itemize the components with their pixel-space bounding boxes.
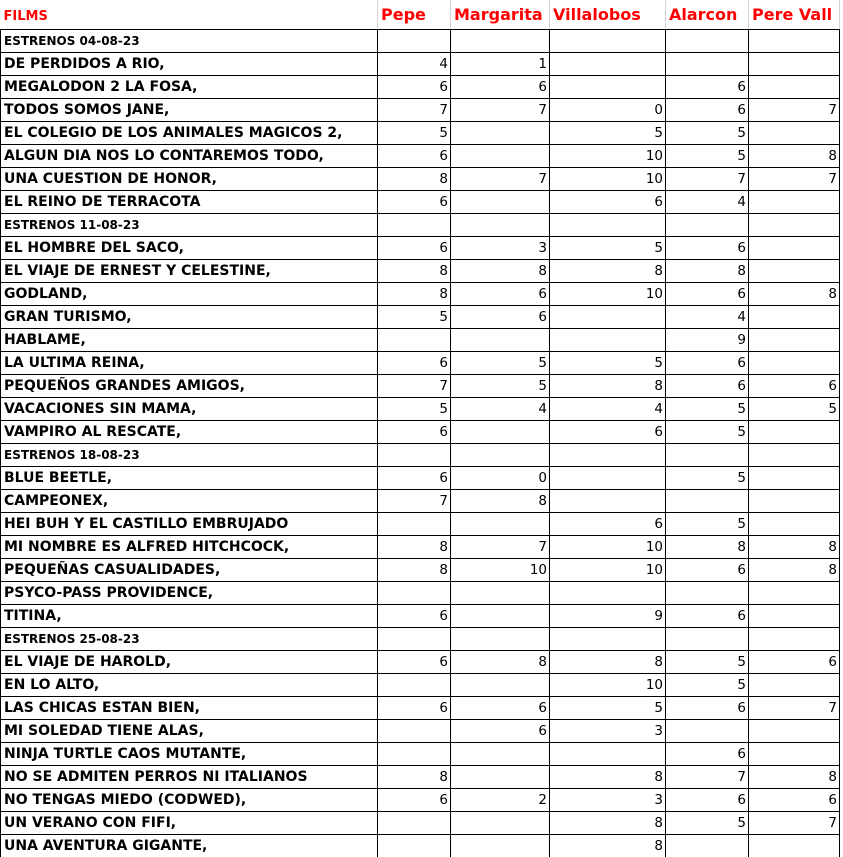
film-title-cell[interactable]: NO SE ADMITEN PERROS NI ITALIANOS	[1, 766, 378, 789]
score-cell-pepe[interactable]: 6	[378, 145, 451, 168]
score-cell-pere-vall[interactable]	[749, 191, 840, 214]
score-cell-villalobos[interactable]: 8	[550, 260, 666, 283]
score-cell-alarcon[interactable]: 6	[666, 99, 749, 122]
score-cell-pere-vall[interactable]	[749, 53, 840, 76]
section-row	[1, 30, 840, 53]
score-cell-pepe[interactable]	[378, 513, 451, 536]
score-cell-alarcon[interactable]: 4	[666, 306, 749, 329]
score-cell-pepe[interactable]: 6	[378, 237, 451, 260]
film-title-cell[interactable]: VACACIONES SIN MAMA,	[1, 398, 378, 421]
score-cell-pere-vall[interactable]: 7	[749, 812, 840, 835]
score-cell-alarcon[interactable]: 6	[666, 352, 749, 375]
score-cell-alarcon[interactable]: 7	[666, 168, 749, 191]
film-title-cell[interactable]: EL REINO DE TERRACOTA	[1, 191, 378, 214]
score-cell-villalobos[interactable]: 10	[550, 283, 666, 306]
score-cell-villalobos[interactable]	[550, 467, 666, 490]
score-cell-alarcon[interactable]: 6	[666, 605, 749, 628]
score-cell-margarita[interactable]: 2	[451, 789, 550, 812]
film-title-cell[interactable]: VAMPIRO AL RESCATE,	[1, 421, 378, 444]
table-row	[1, 720, 840, 743]
score-cell-pepe[interactable]: 6	[378, 789, 451, 812]
score-cell-villalobos[interactable]	[550, 743, 666, 766]
film-title-cell[interactable]: GODLAND,	[1, 283, 378, 306]
score-cell-villalobos[interactable]: 0	[550, 99, 666, 122]
score-cell-villalobos[interactable]: 10	[550, 559, 666, 582]
score-cell-margarita[interactable]	[451, 444, 550, 467]
score-cell-margarita[interactable]	[451, 628, 550, 651]
film-title-cell[interactable]: LAS CHICAS ESTAN BIEN,	[1, 697, 378, 720]
section-title-cell[interactable]: ESTRENOS 11-08-23	[1, 214, 378, 237]
table-row	[1, 375, 840, 398]
score-cell-margarita[interactable]: 6	[451, 697, 550, 720]
score-cell-villalobos[interactable]: 10	[550, 536, 666, 559]
table-row	[1, 513, 840, 536]
section-row	[1, 444, 840, 467]
film-title-cell[interactable]: UNA CUESTION DE HONOR,	[1, 168, 378, 191]
score-cell-pepe[interactable]	[378, 582, 451, 605]
score-cell-alarcon[interactable]: 8	[666, 260, 749, 283]
film-title-cell[interactable]: EL COLEGIO DE LOS ANIMALES MAGICOS 2,	[1, 122, 378, 145]
film-title-cell[interactable]: NINJA TURTLE CAOS MUTANTE,	[1, 743, 378, 766]
score-cell-pere-vall[interactable]: 6	[749, 789, 840, 812]
score-cell-pepe[interactable]: 8	[378, 168, 451, 191]
table-row	[1, 605, 840, 628]
score-cell-pepe[interactable]: 6	[378, 352, 451, 375]
score-cell-margarita[interactable]	[451, 812, 550, 835]
score-cell-villalobos[interactable]: 5	[550, 237, 666, 260]
score-cell-alarcon[interactable]	[666, 214, 749, 237]
table-row	[1, 467, 840, 490]
score-cell-pere-vall[interactable]	[749, 306, 840, 329]
film-title-cell[interactable]: ALGUN DIA NOS LO CONTAREMOS TODO,	[1, 145, 378, 168]
score-cell-alarcon[interactable]: 4	[666, 191, 749, 214]
score-cell-margarita[interactable]	[451, 421, 550, 444]
score-cell-alarcon[interactable]: 5	[666, 513, 749, 536]
score-cell-pepe[interactable]: 7	[378, 99, 451, 122]
score-cell-margarita[interactable]: 4	[451, 398, 550, 421]
header-row	[1, 0, 840, 30]
score-cell-villalobos[interactable]: 4	[550, 398, 666, 421]
score-cell-margarita[interactable]	[451, 674, 550, 697]
score-cell-villalobos[interactable]: 6	[550, 513, 666, 536]
film-title-cell[interactable]: PEQUEÑAS CASUALIDADES,	[1, 559, 378, 582]
score-cell-margarita[interactable]	[451, 835, 550, 857]
header-margarita[interactable]: Margarita	[451, 0, 550, 30]
score-cell-alarcon[interactable]: 5	[666, 812, 749, 835]
score-cell-margarita[interactable]: 5	[451, 352, 550, 375]
score-cell-pepe[interactable]: 8	[378, 260, 451, 283]
table-row	[1, 53, 840, 76]
table-row	[1, 398, 840, 421]
score-cell-pere-vall[interactable]: 8	[749, 283, 840, 306]
score-cell-pere-vall[interactable]: 7	[749, 168, 840, 191]
score-cell-alarcon[interactable]: 6	[666, 559, 749, 582]
score-cell-villalobos[interactable]	[550, 306, 666, 329]
score-cell-villalobos[interactable]: 8	[550, 835, 666, 857]
score-cell-villalobos[interactable]: 9	[550, 605, 666, 628]
table-row	[1, 329, 840, 352]
score-cell-margarita[interactable]: 7	[451, 99, 550, 122]
score-cell-villalobos[interactable]: 8	[550, 651, 666, 674]
score-cell-pepe[interactable]	[378, 30, 451, 53]
section-row	[1, 628, 840, 651]
score-cell-pepe[interactable]: 5	[378, 306, 451, 329]
header-films[interactable]: FILMS	[1, 0, 378, 30]
score-cell-pere-vall[interactable]	[749, 835, 840, 857]
score-cell-pere-vall[interactable]	[749, 237, 840, 260]
table-row	[1, 697, 840, 720]
score-cell-alarcon[interactable]	[666, 53, 749, 76]
table-row	[1, 99, 840, 122]
score-cell-alarcon[interactable]	[666, 444, 749, 467]
film-title-cell[interactable]: CAMPEONEX,	[1, 490, 378, 513]
score-cell-alarcon[interactable]	[666, 30, 749, 53]
score-cell-margarita[interactable]: 8	[451, 260, 550, 283]
score-cell-villalobos[interactable]	[550, 582, 666, 605]
score-cell-alarcon[interactable]: 5	[666, 122, 749, 145]
score-cell-pere-vall[interactable]: 5	[749, 398, 840, 421]
score-cell-margarita[interactable]	[451, 122, 550, 145]
score-cell-pere-vall[interactable]	[749, 30, 840, 53]
table-row	[1, 582, 840, 605]
score-cell-margarita[interactable]	[451, 766, 550, 789]
score-cell-pepe[interactable]: 8	[378, 559, 451, 582]
film-title-cell[interactable]: PSYCO-PASS PROVIDENCE,	[1, 582, 378, 605]
score-cell-margarita[interactable]	[451, 214, 550, 237]
section-title-cell[interactable]: ESTRENOS 25-08-23	[1, 628, 378, 651]
score-cell-margarita[interactable]	[451, 30, 550, 53]
score-cell-pepe[interactable]: 6	[378, 421, 451, 444]
score-cell-pepe[interactable]	[378, 628, 451, 651]
film-title-cell[interactable]: EL VIAJE DE ERNEST Y CELESTINE,	[1, 260, 378, 283]
score-cell-villalobos[interactable]: 8	[550, 766, 666, 789]
score-cell-pere-vall[interactable]	[749, 467, 840, 490]
film-title-cell[interactable]: MI SOLEDAD TIENE ALAS,	[1, 720, 378, 743]
score-cell-alarcon[interactable]	[666, 490, 749, 513]
score-cell-alarcon[interactable]	[666, 582, 749, 605]
header-pere-vall[interactable]: Pere Vall	[749, 0, 840, 30]
table-row	[1, 352, 840, 375]
score-cell-pepe[interactable]: 6	[378, 651, 451, 674]
score-cell-pepe[interactable]: 6	[378, 697, 451, 720]
score-cell-margarita[interactable]: 6	[451, 306, 550, 329]
score-cell-pere-vall[interactable]	[749, 352, 840, 375]
section-row	[1, 214, 840, 237]
header-villalobos[interactable]: Villalobos	[550, 0, 666, 30]
score-cell-pere-vall[interactable]: 7	[749, 99, 840, 122]
film-title-cell[interactable]: UN VERANO CON FIFI,	[1, 812, 378, 835]
score-cell-margarita[interactable]: 5	[451, 375, 550, 398]
score-cell-margarita[interactable]	[451, 582, 550, 605]
score-cell-villalobos[interactable]	[550, 53, 666, 76]
table-row	[1, 812, 840, 835]
score-cell-pepe[interactable]: 8	[378, 283, 451, 306]
score-cell-villalobos[interactable]: 8	[550, 812, 666, 835]
score-cell-pepe[interactable]: 8	[378, 766, 451, 789]
score-cell-alarcon[interactable]: 5	[666, 674, 749, 697]
film-title-cell[interactable]: MEGALODON 2 LA FOSA,	[1, 76, 378, 99]
score-cell-margarita[interactable]	[451, 329, 550, 352]
score-cell-alarcon[interactable]	[666, 835, 749, 857]
table-row	[1, 168, 840, 191]
film-title-cell[interactable]: TITINA,	[1, 605, 378, 628]
score-cell-villalobos[interactable]: 3	[550, 789, 666, 812]
score-cell-pere-vall[interactable]	[749, 628, 840, 651]
score-cell-pere-vall[interactable]	[749, 605, 840, 628]
score-cell-pepe[interactable]: 5	[378, 122, 451, 145]
score-cell-villalobos[interactable]: 3	[550, 720, 666, 743]
table-row	[1, 559, 840, 582]
score-cell-pere-vall[interactable]: 6	[749, 651, 840, 674]
score-cell-villalobos[interactable]	[550, 490, 666, 513]
sheet-body	[1, 30, 840, 857]
score-cell-margarita[interactable]	[451, 191, 550, 214]
table-row	[1, 536, 840, 559]
score-cell-pere-vall[interactable]	[749, 582, 840, 605]
film-title-cell[interactable]: DE PERDIDOS A RIO,	[1, 53, 378, 76]
header-pepe[interactable]: Pepe	[378, 0, 451, 30]
score-cell-villalobos[interactable]: 10	[550, 674, 666, 697]
score-cell-pepe[interactable]: 6	[378, 191, 451, 214]
score-cell-villalobos[interactable]: 5	[550, 697, 666, 720]
table-row	[1, 835, 840, 857]
film-title-cell[interactable]: NO TENGAS MIEDO (CODWED),	[1, 789, 378, 812]
score-cell-margarita[interactable]	[451, 145, 550, 168]
score-cell-alarcon[interactable]: 5	[666, 467, 749, 490]
score-cell-villalobos[interactable]: 6	[550, 191, 666, 214]
score-cell-margarita[interactable]	[451, 743, 550, 766]
table-row	[1, 651, 840, 674]
score-cell-pere-vall[interactable]: 7	[749, 697, 840, 720]
score-cell-margarita[interactable]: 0	[451, 467, 550, 490]
score-cell-margarita[interactable]: 1	[451, 53, 550, 76]
film-title-cell[interactable]: EL HOMBRE DEL SACO,	[1, 237, 378, 260]
score-cell-pepe[interactable]: 6	[378, 76, 451, 99]
film-title-cell[interactable]: EN LO ALTO,	[1, 674, 378, 697]
score-cell-villalobos[interactable]: 5	[550, 352, 666, 375]
score-cell-villalobos[interactable]: 8	[550, 375, 666, 398]
table-row	[1, 766, 840, 789]
score-cell-alarcon[interactable]: 6	[666, 743, 749, 766]
score-cell-alarcon[interactable]: 5	[666, 145, 749, 168]
score-cell-margarita[interactable]: 6	[451, 720, 550, 743]
score-cell-alarcon[interactable]: 6	[666, 375, 749, 398]
table-row	[1, 191, 840, 214]
table-row	[1, 260, 840, 283]
score-cell-alarcon[interactable]: 5	[666, 421, 749, 444]
score-cell-alarcon[interactable]: 6	[666, 697, 749, 720]
film-title-cell[interactable]: LA ULTIMA REINA,	[1, 352, 378, 375]
score-cell-pere-vall[interactable]	[749, 329, 840, 352]
score-cell-alarcon[interactable]: 6	[666, 789, 749, 812]
score-cell-margarita[interactable]: 6	[451, 283, 550, 306]
score-cell-alarcon[interactable]: 8	[666, 536, 749, 559]
score-cell-margarita[interactable]: 7	[451, 168, 550, 191]
score-cell-alarcon[interactable]: 6	[666, 283, 749, 306]
score-cell-pere-vall[interactable]	[749, 122, 840, 145]
score-cell-pepe[interactable]	[378, 720, 451, 743]
score-cell-margarita[interactable]: 6	[451, 76, 550, 99]
score-cell-pepe[interactable]: 6	[378, 467, 451, 490]
score-cell-alarcon[interactable]	[666, 628, 749, 651]
film-title-cell[interactable]: BLUE BEETLE,	[1, 467, 378, 490]
score-cell-villalobos[interactable]	[550, 444, 666, 467]
score-cell-pepe[interactable]: 6	[378, 605, 451, 628]
score-cell-pere-vall[interactable]: 8	[749, 559, 840, 582]
score-cell-pere-vall[interactable]	[749, 674, 840, 697]
table-row	[1, 122, 840, 145]
table-row	[1, 237, 840, 260]
section-title-cell[interactable]: ESTRENOS 04-08-23	[1, 30, 378, 53]
table-row	[1, 145, 840, 168]
score-cell-pere-vall[interactable]	[749, 214, 840, 237]
score-cell-villalobos[interactable]: 5	[550, 122, 666, 145]
score-cell-villalobos[interactable]: 10	[550, 145, 666, 168]
score-cell-pere-vall[interactable]	[749, 76, 840, 99]
score-cell-pepe[interactable]	[378, 812, 451, 835]
score-cell-alarcon[interactable]: 6	[666, 76, 749, 99]
score-cell-margarita[interactable]: 10	[451, 559, 550, 582]
score-cell-pere-vall[interactable]: 8	[749, 766, 840, 789]
score-cell-alarcon[interactable]	[666, 720, 749, 743]
score-cell-margarita[interactable]: 3	[451, 237, 550, 260]
score-cell-pepe[interactable]: 4	[378, 53, 451, 76]
score-cell-pere-vall[interactable]	[749, 490, 840, 513]
score-cell-pepe[interactable]	[378, 835, 451, 857]
score-cell-pepe[interactable]	[378, 329, 451, 352]
table-row	[1, 674, 840, 697]
score-cell-pepe[interactable]: 7	[378, 490, 451, 513]
score-cell-margarita[interactable]: 8	[451, 651, 550, 674]
score-cell-pepe[interactable]: 5	[378, 398, 451, 421]
score-cell-margarita[interactable]: 8	[451, 490, 550, 513]
film-title-cell[interactable]: PEQUEÑOS GRANDES AMIGOS,	[1, 375, 378, 398]
table-row	[1, 789, 840, 812]
film-title-cell[interactable]: HEI BUH Y EL CASTILLO EMBRUJADO	[1, 513, 378, 536]
score-cell-villalobos[interactable]	[550, 329, 666, 352]
score-cell-pere-vall[interactable]	[749, 444, 840, 467]
score-cell-margarita[interactable]: 7	[451, 536, 550, 559]
score-cell-pere-vall[interactable]	[749, 720, 840, 743]
table-row	[1, 283, 840, 306]
score-cell-pere-vall[interactable]: 8	[749, 536, 840, 559]
score-cell-pepe[interactable]	[378, 743, 451, 766]
score-cell-alarcon[interactable]: 9	[666, 329, 749, 352]
score-cell-alarcon[interactable]: 5	[666, 651, 749, 674]
score-cell-pere-vall[interactable]: 6	[749, 375, 840, 398]
score-cell-alarcon[interactable]: 5	[666, 398, 749, 421]
score-cell-pere-vall[interactable]	[749, 421, 840, 444]
score-cell-margarita[interactable]	[451, 605, 550, 628]
score-cell-villalobos[interactable]	[550, 628, 666, 651]
score-cell-villalobos[interactable]	[550, 76, 666, 99]
score-cell-margarita[interactable]	[451, 513, 550, 536]
score-cell-alarcon[interactable]: 6	[666, 237, 749, 260]
header-alarcon[interactable]: Alarcon	[666, 0, 749, 30]
score-cell-villalobos[interactable]: 6	[550, 421, 666, 444]
table-row	[1, 743, 840, 766]
table-row	[1, 421, 840, 444]
score-cell-pere-vall[interactable]	[749, 743, 840, 766]
score-cell-pere-vall[interactable]: 8	[749, 145, 840, 168]
score-cell-alarcon[interactable]: 7	[666, 766, 749, 789]
table-row	[1, 76, 840, 99]
film-title-cell[interactable]: TODOS SOMOS JANE,	[1, 99, 378, 122]
film-title-cell[interactable]: EL VIAJE DE HAROLD,	[1, 651, 378, 674]
score-cell-pepe[interactable]	[378, 444, 451, 467]
table-row	[1, 490, 840, 513]
film-title-cell[interactable]: MI NOMBRE ES ALFRED HITCHCOCK,	[1, 536, 378, 559]
film-title-cell[interactable]: UNA AVENTURA GIGANTE,	[1, 835, 378, 857]
film-title-cell[interactable]: GRAN TURISMO,	[1, 306, 378, 329]
score-cell-pepe[interactable]: 8	[378, 536, 451, 559]
score-cell-villalobos[interactable]	[550, 30, 666, 53]
score-cell-pepe[interactable]	[378, 214, 451, 237]
score-cell-villalobos[interactable]	[550, 214, 666, 237]
film-title-cell[interactable]: HABLAME,	[1, 329, 378, 352]
table-row	[1, 306, 840, 329]
section-title-cell[interactable]: ESTRENOS 18-08-23	[1, 444, 378, 467]
score-cell-pepe[interactable]: 7	[378, 375, 451, 398]
score-cell-villalobos[interactable]: 10	[550, 168, 666, 191]
score-cell-pere-vall[interactable]	[749, 260, 840, 283]
score-cell-pere-vall[interactable]	[749, 513, 840, 536]
score-cell-pepe[interactable]	[378, 674, 451, 697]
